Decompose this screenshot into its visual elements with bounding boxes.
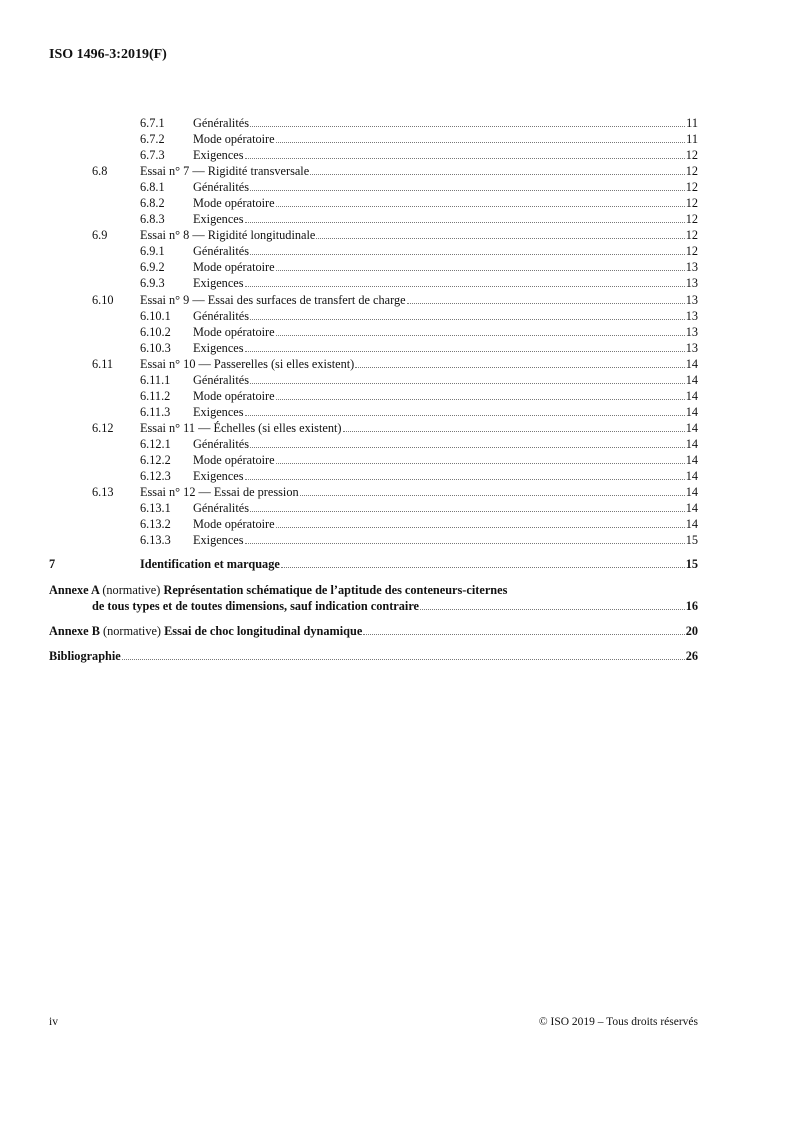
entry-page: 14 [685, 372, 698, 387]
entry-number: 6.13.3 [140, 533, 171, 548]
entry-number: 6.9.3 [140, 276, 165, 291]
entry-page: 13 [685, 292, 698, 307]
entry-title: Essai n° 11 — Échelles (si elles existent) [140, 420, 342, 435]
entry-number: 6.7.1 [140, 116, 165, 130]
footer-page-number: iv [49, 1016, 58, 1028]
entry-page: 12 [685, 212, 698, 227]
entry-number: 6.11.2 [140, 388, 171, 403]
entry-title: Exigences [193, 404, 244, 419]
entry-number: 6.9 [92, 228, 108, 243]
annex-label: Annexe A [49, 583, 100, 598]
dot-leader [122, 659, 685, 660]
toc-entry[interactable] [49, 292, 698, 308]
entry-page: 14 [685, 436, 698, 451]
entry-number: 6.12.2 [140, 452, 171, 467]
entry-page: 14 [685, 469, 698, 484]
entry-number: 6.11.3 [140, 404, 171, 419]
entry-title: Mode opératoire [193, 260, 275, 275]
dot-leader [245, 222, 685, 223]
entry-page: 15 [685, 533, 698, 548]
entry-number: 6.8.3 [140, 212, 165, 227]
entry-page: 13 [685, 340, 698, 355]
entry-number: 6.8.2 [140, 196, 165, 211]
toc-entry-bibliography[interactable] [49, 648, 698, 664]
entry-title: Généralités [193, 308, 249, 323]
entry-number: 6.11.1 [140, 372, 171, 387]
toc-entry[interactable] [49, 147, 698, 163]
toc-entry[interactable] [49, 308, 698, 324]
entry-number: 6.11 [92, 356, 114, 371]
entry-title: Essai n° 7 — Rigidité transversale [140, 164, 310, 179]
dot-leader [310, 174, 685, 175]
entry-page: 12 [685, 164, 698, 179]
dot-leader [245, 158, 685, 159]
toc-entry[interactable] [49, 195, 698, 211]
toc-entry[interactable] [49, 468, 698, 484]
toc-entry[interactable] [49, 404, 698, 420]
entry-page: 12 [685, 148, 698, 163]
entry-number: 6.10.2 [140, 324, 171, 339]
dot-leader [245, 543, 685, 544]
annex-title-line1: Représentation schématique de l’aptitude des conteneurs-citernes [163, 583, 508, 598]
entry-page: 14 [685, 517, 698, 532]
entry-title: Mode opératoire [193, 324, 275, 339]
entry-title: Exigences [193, 276, 244, 291]
entry-title: Généralités [193, 436, 249, 451]
dot-leader [250, 447, 685, 448]
entry-number: 6.13.1 [140, 501, 171, 516]
toc-entry-section-7[interactable] [49, 556, 698, 573]
entry-page: 13 [685, 260, 698, 275]
toc-entry[interactable] [49, 420, 698, 436]
toc-entry[interactable] [49, 259, 698, 275]
entry-title: Généralités [193, 180, 249, 195]
entry-number: 6.12.3 [140, 469, 171, 484]
entry-page: 11 [686, 132, 698, 147]
dot-leader [250, 190, 685, 191]
entry-page: 12 [685, 244, 698, 259]
entry-title: Généralités [193, 501, 249, 516]
entry-number: 6.13.2 [140, 517, 171, 532]
footer-copyright: © ISO 2019 – Tous droits réservés [538, 1016, 698, 1028]
entry-number: 7 [49, 557, 56, 572]
entry-page: 11 [686, 116, 698, 130]
toc-entry[interactable] [49, 340, 698, 356]
entry-page: 16 [685, 599, 698, 614]
entry-title: Généralités [193, 116, 249, 130]
dot-leader [355, 367, 684, 368]
toc-entry[interactable] [49, 179, 698, 195]
entry-title: Essai n° 10 — Passerelles (si elles existent) [140, 356, 355, 371]
toc-entry[interactable] [49, 436, 698, 452]
entry-page: 15 [685, 557, 698, 572]
toc-entry[interactable] [49, 211, 698, 227]
entry-page: 14 [685, 404, 698, 419]
toc-entry[interactable] [49, 500, 698, 516]
entry-title: Mode opératoire [193, 132, 275, 147]
dot-leader [276, 142, 686, 143]
annex-type: (normative) [102, 624, 162, 639]
entry-page: 12 [685, 228, 698, 243]
annex-title: Essai de choc longitudinal dynamique [164, 624, 363, 639]
toc-entry[interactable] [49, 356, 698, 372]
entry-title: Essai n° 12 — Essai de pression [140, 485, 299, 500]
entry-page: 14 [685, 485, 698, 500]
toc-entry-annex-b[interactable] [49, 623, 698, 639]
dot-leader [276, 463, 685, 464]
annex-type: (normative) [102, 583, 161, 598]
entry-number: 6.10.1 [140, 308, 171, 323]
dot-leader [420, 609, 685, 610]
dot-leader [250, 254, 685, 255]
toc-entry[interactable] [49, 388, 698, 404]
entry-number: 6.9.1 [140, 244, 165, 259]
entry-page: 13 [685, 324, 698, 339]
dot-leader [276, 206, 685, 207]
dot-leader [245, 415, 685, 416]
dot-leader [276, 270, 685, 271]
dot-leader [363, 634, 684, 635]
entry-title: Mode opératoire [193, 388, 275, 403]
entry-title: Mode opératoire [193, 196, 275, 211]
dot-leader [276, 527, 685, 528]
entry-page: 14 [685, 501, 698, 516]
entry-number: 6.10.3 [140, 340, 171, 355]
entry-title: Essai n° 8 — Rigidité longitudinale [140, 228, 316, 243]
entry-number: 6.8.1 [140, 180, 165, 195]
toc-entry[interactable] [49, 163, 698, 179]
entry-page: 13 [685, 308, 698, 323]
toc-entry[interactable] [49, 275, 698, 291]
entry-title: Mode opératoire [193, 517, 275, 532]
entry-number: 6.12.1 [140, 436, 171, 451]
entry-page: 14 [685, 452, 698, 467]
entry-number: 6.13 [92, 485, 114, 500]
dot-leader [407, 303, 685, 304]
dot-leader [300, 495, 685, 496]
entry-title: Exigences [193, 533, 244, 548]
entry-title: Exigences [193, 148, 244, 163]
toc-entry[interactable] [49, 243, 698, 259]
document-header: ISO 1496-3:2019(F) [49, 47, 167, 62]
dot-leader [343, 431, 685, 432]
toc-entry[interactable] [49, 324, 698, 340]
entry-title: Exigences [193, 212, 244, 227]
dot-leader [250, 126, 685, 127]
toc-entry[interactable] [49, 532, 698, 548]
entry-title: Mode opératoire [193, 452, 275, 467]
entry-number: 6.7.2 [140, 132, 165, 147]
dot-leader [281, 567, 685, 568]
dot-leader [250, 383, 685, 384]
entry-title: Identification et marquage [140, 557, 280, 572]
toc-entry[interactable] [49, 484, 698, 500]
dot-leader [250, 319, 685, 320]
dot-leader [245, 351, 685, 352]
table-of-contents [49, 115, 698, 664]
entry-title: Essai n° 9 — Essai des surfaces de transfert de charge [140, 292, 406, 307]
dot-leader [276, 335, 685, 336]
entry-page: 12 [685, 196, 698, 211]
dot-leader [245, 479, 685, 480]
entry-title: Généralités [193, 244, 249, 259]
toc-entry[interactable] [49, 227, 698, 243]
dot-leader [250, 511, 685, 512]
annex-title-line2: de tous types et de toutes dimensions, sauf indication contraire [92, 599, 420, 614]
entry-page: 14 [685, 388, 698, 403]
entry-title: Bibliographie [49, 649, 121, 664]
dot-leader [245, 286, 685, 287]
entry-number: 6.12 [92, 420, 114, 435]
entry-number: 6.8 [92, 164, 108, 179]
entry-number: 6.7.3 [140, 148, 165, 163]
entry-page: 13 [685, 276, 698, 291]
entry-page: 12 [685, 180, 698, 195]
entry-number: 6.10 [92, 292, 114, 307]
entry-title: Généralités [193, 372, 249, 387]
dot-leader [276, 399, 685, 400]
toc-entry[interactable] [49, 516, 698, 532]
entry-page: 14 [685, 356, 698, 371]
toc-entry[interactable] [49, 452, 698, 468]
toc-entry[interactable] [49, 372, 698, 388]
entry-number: 6.9.2 [140, 260, 165, 275]
entry-title: Exigences [193, 469, 244, 484]
entry-title: Exigences [193, 340, 244, 355]
annex-label: Annexe B [49, 624, 100, 639]
entry-page: 14 [685, 420, 698, 435]
entry-page: 20 [685, 624, 698, 639]
dot-leader [316, 238, 684, 239]
toc-entry[interactable] [49, 115, 698, 131]
toc-entry[interactable] [49, 131, 698, 147]
toc-entry-annex-a[interactable] [49, 582, 698, 614]
entry-page: 26 [685, 649, 698, 664]
